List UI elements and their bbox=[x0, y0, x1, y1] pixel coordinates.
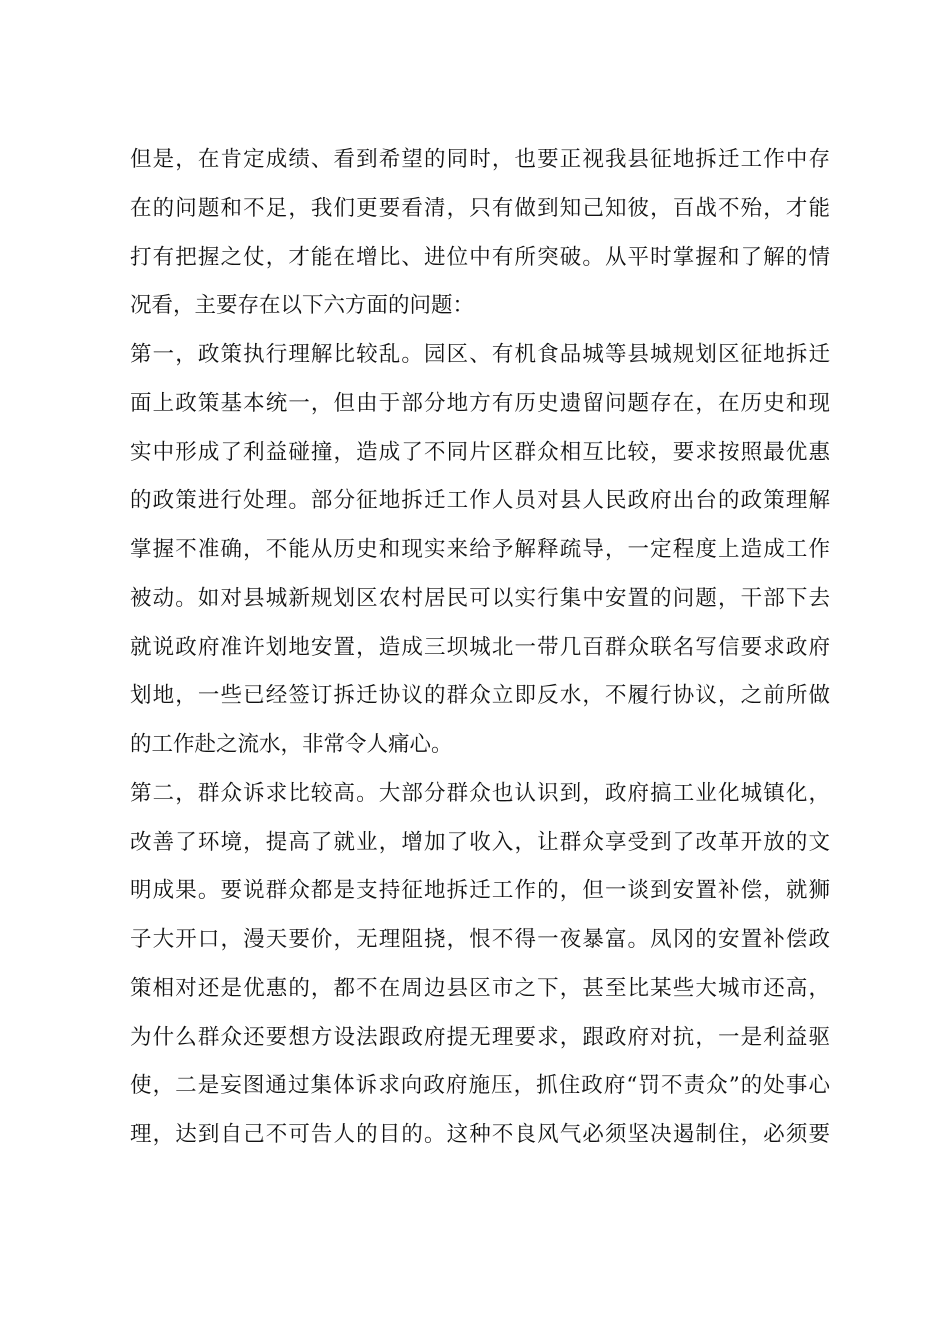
body-text bbox=[130, 139, 830, 1163]
text-line: 第一，政策执行理解比较乱。园区、有机食品城等县城规划区征地拆迁 bbox=[130, 342, 830, 367]
text-line: 在的问题和不足，我们更要看清，只有做到知己知彼，百战不殆，才能 bbox=[130, 195, 830, 221]
text-line: 的政策进行处理。部分征地拆迁工作人员对县人民政府出台的政策理解 bbox=[130, 488, 830, 514]
text-line: 打有把握之仗，才能在增比、进位中有所突破。从平时掌握和了解的情 bbox=[130, 244, 830, 270]
text-line: 使，二是妄图通过集体诉求向政府施压，抓住政府“罚不责众”的处事心 bbox=[130, 1073, 830, 1099]
text-line: 况看，主要存在以下六方面的问题： bbox=[130, 293, 475, 319]
text-line: 掌握不准确，不能从历史和现实来给予解释疏导，一定程度上造成工作 bbox=[130, 537, 830, 562]
text-line: 被动。如对县城新规划区农村居民可以实行集中安置的问题，干部下去 bbox=[130, 585, 830, 611]
text-line: 的工作赴之流水，非常令人痛心。 bbox=[130, 732, 453, 757]
text-line: 改善了环境，提高了就业，增加了收入，让群众享受到了改革开放的文 bbox=[130, 829, 830, 855]
text-line: 但是，在肯定成绩、看到希望的同时，也要正视我县征地拆迁工作中存 bbox=[130, 147, 830, 172]
text-line: 第二，群众诉求比较高。大部分群众也认识到，政府搞工业化城镇化， bbox=[130, 780, 830, 806]
text-line: 就说政府准许划地安置，造成三坝城北一带几百群众联名写信要求政府 bbox=[130, 634, 830, 660]
text-line: 策相对还是优惠的，都不在周边县区市之下，甚至比某些大城市还高， bbox=[130, 975, 830, 1001]
text-line: 实中形成了利益碰撞，造成了不同片区群众相互比较，要求按照最优惠 bbox=[130, 439, 830, 465]
text-line: 面上政策基本统一，但由于部分地方有历史遗留问题存在，在历史和现 bbox=[130, 390, 830, 416]
text-line: 子大开口，漫天要价，无理阻挠，恨不得一夜暴富。凤冈的安置补偿政 bbox=[130, 927, 830, 952]
text-line: 明成果。要说群众都是支持征地拆迁工作的，但一谈到安置补偿，就狮 bbox=[130, 878, 830, 904]
text-line: 划地，一些已经签订拆迁协议的群众立即反水，不履行协议，之前所做 bbox=[130, 683, 830, 709]
text-line: 为什么群众还要想方设法跟政府提无理要求，跟政府对抗，一是利益驱 bbox=[130, 1024, 830, 1050]
text-line: 理，达到自己不可告人的目的。这种不良风气必须坚决遏制住，必须要 bbox=[130, 1122, 830, 1147]
